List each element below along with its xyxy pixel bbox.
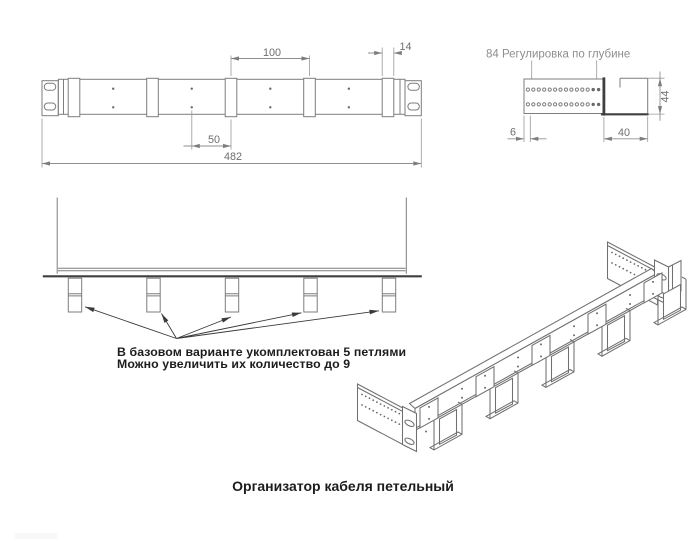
top-loops <box>68 278 395 312</box>
dim-edge-to-hole-value: 6 <box>509 126 517 139</box>
iso-loops <box>420 273 686 450</box>
dimension-bracket-depth <box>604 117 648 143</box>
loops-annotation-line2: Можно увеличить их количество до 9 <box>117 357 351 372</box>
dim-bracket-depth-value: 40 <box>617 127 631 139</box>
dim-loop-spacing-value: 100 <box>262 47 282 59</box>
top-ear-edges <box>57 198 406 274</box>
dimension-total-width <box>42 119 421 168</box>
dimension-edge-to-hole <box>508 116 547 143</box>
scan-artifact <box>15 533 57 539</box>
dimension-loop-width <box>368 41 412 76</box>
dim-height-value: 44 <box>659 90 672 103</box>
front-view <box>42 41 421 168</box>
drawing-title: Организатор кабеля петельный <box>232 478 454 494</box>
depth-adjust-label: 84 Регулировка по глубине <box>486 48 631 61</box>
iso-rear-plate-left <box>358 384 408 447</box>
dim-total-width-value: 482 <box>223 151 243 163</box>
loops-annotation <box>117 346 406 370</box>
front-mount-ear-right <box>405 81 421 116</box>
side-slide-bracket <box>524 79 603 114</box>
dimension-height <box>648 72 672 121</box>
front-loops <box>68 78 394 116</box>
side-panel-edge <box>601 77 649 115</box>
front-mount-ear-left <box>42 81 58 116</box>
top-panel-edge <box>43 268 422 276</box>
dim-hole-to-loop-value: 50 <box>207 134 221 146</box>
dim-loop-width-value: 14 <box>399 41 412 53</box>
side-rear-hook <box>620 78 648 113</box>
dimension-hole-to-loop <box>184 111 232 150</box>
top-view <box>43 198 422 339</box>
iso-ear-left <box>403 407 417 452</box>
dimension-depth-adjust <box>486 49 630 79</box>
side-view <box>486 49 672 143</box>
loops-annotation-line1: В базовом варианте укомплектован 5 петлями <box>117 345 407 359</box>
dimension-loop-spacing <box>231 47 310 76</box>
